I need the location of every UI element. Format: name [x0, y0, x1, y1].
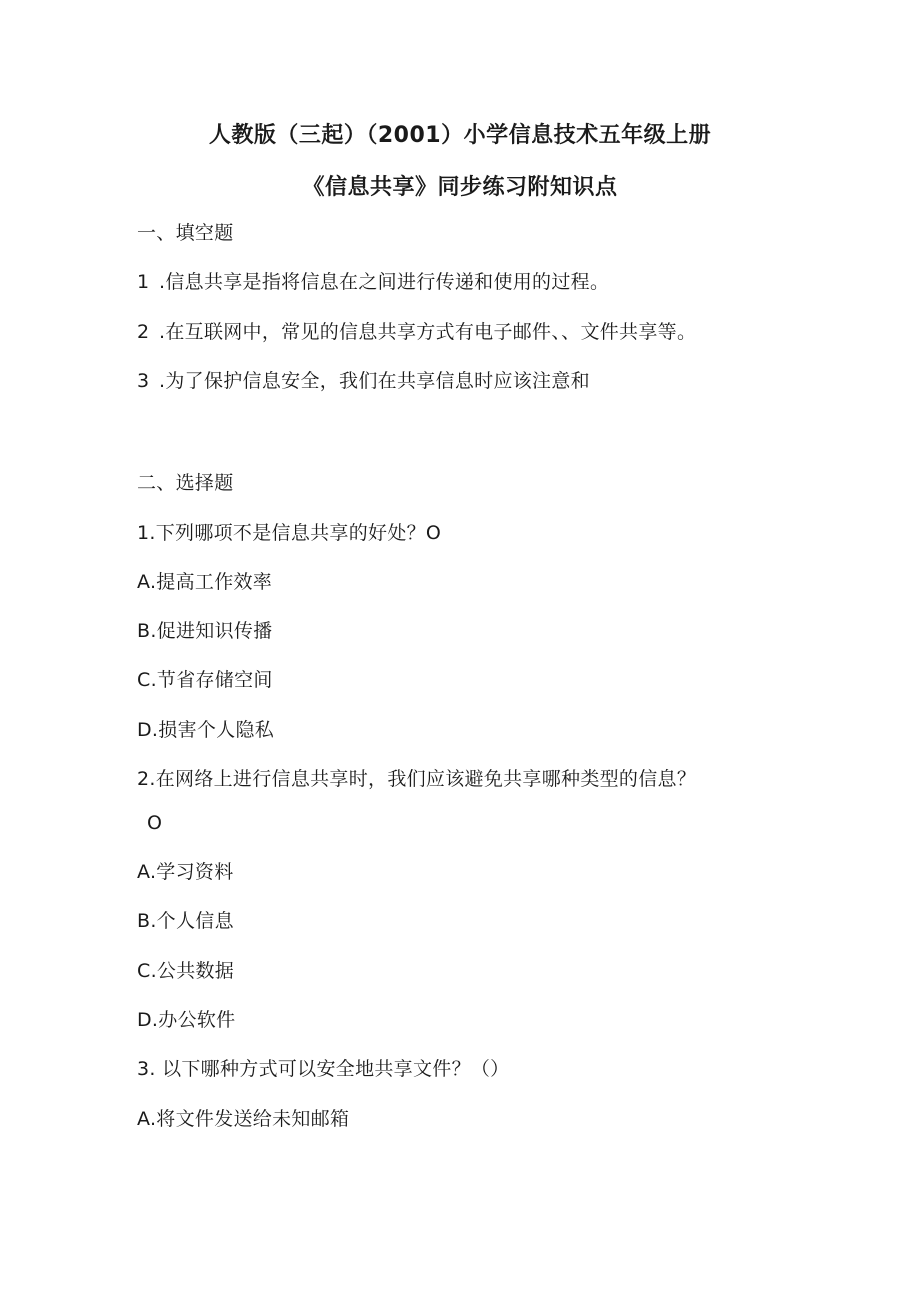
document-title-line2: 《信息共享》同步练习附知识点 — [302, 175, 618, 200]
choice-question-2-stem-continued: O — [147, 812, 163, 834]
choice-option: A.提高工作效率 — [137, 571, 273, 593]
question-text: .为了保护信息安全，我们在共享信息时应该注意和 — [159, 370, 590, 392]
section-heading-fill-blank: 一、填空题 — [137, 222, 234, 244]
choice-option: D.办公软件 — [137, 1009, 236, 1031]
question-text: .在互联网中，常见的信息共享方式有电子邮件、、文件共享等。 — [159, 321, 697, 343]
choice-question-2-stem: 2.在网络上进行信息共享时，我们应该避免共享哪种类型的信息？ — [137, 768, 697, 790]
choice-question-3-stem: 3. 以下哪种方式可以安全地共享文件？（） — [137, 1058, 510, 1080]
choice-option: A.学习资料 — [137, 861, 234, 883]
choice-question-1-stem: 1.下列哪项不是信息共享的好处？O — [137, 522, 442, 544]
question-number: 3 — [137, 370, 150, 392]
question-text: .信息共享是指将信息在之间进行传递和使用的过程。 — [159, 271, 610, 293]
choice-option: B.促进知识传播 — [137, 620, 273, 642]
question-number: 2 — [137, 321, 150, 343]
choice-option: C.公共数据 — [137, 960, 235, 982]
fill-blank-question-1 — [137, 267, 609, 294]
fill-blank-question-3 — [137, 366, 590, 393]
choice-option: C.节省存储空间 — [137, 669, 273, 691]
choice-option: D.损害个人隐私 — [137, 719, 275, 741]
fill-blank-question-2 — [137, 317, 696, 344]
document-title-line1: 人教版（三起）（2001）小学信息技术五年级上册 — [208, 123, 712, 148]
choice-option: B.个人信息 — [137, 910, 234, 932]
choice-option: A.将文件发送给未知邮箱 — [137, 1108, 350, 1130]
section-heading-multiple-choice: 二、选择题 — [137, 472, 234, 494]
question-number: 1 — [137, 271, 150, 293]
